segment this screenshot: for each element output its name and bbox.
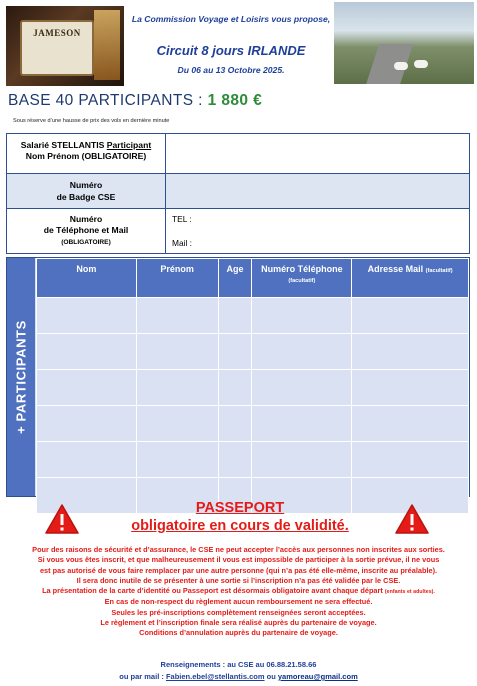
participant-cell[interactable] — [136, 370, 218, 406]
participants-table — [6, 257, 470, 497]
price-note: Sous réserve d’une hausse de prix des vols en dernière minute — [13, 118, 170, 124]
ireland-road-photo — [334, 2, 474, 84]
col-phone-note: (facultatif) — [288, 278, 316, 284]
contact-label — [7, 209, 166, 253]
col-nom-text: Nom — [76, 264, 97, 274]
passport-title: PASSEPORT — [195, 500, 285, 516]
col-header-age — [218, 259, 252, 298]
form-row-contact — [7, 208, 469, 253]
badge-label-a: Numéro — [69, 180, 103, 190]
sheep-shape — [394, 62, 408, 70]
rule-line: est pas autorisé de vous faire remplacer par une autre personne (qui n’a pas été elle-même, inscrite au préalable). — [39, 565, 438, 575]
participant-cell[interactable] — [352, 334, 469, 370]
form-row-badge — [7, 173, 469, 208]
participant-label-a: Salarié STELLANTIS — [20, 140, 107, 150]
registration-form — [6, 133, 470, 254]
badge-label-b: de Badge CSE — [56, 192, 116, 202]
contact-field[interactable] — [166, 209, 469, 253]
email-link-moreau[interactable]: yamoreau@gmail.com — [277, 672, 358, 681]
participant-row — [37, 406, 469, 442]
base-participants-line — [8, 92, 262, 110]
header-dates: Du 06 au 13 Octobre 2025. — [177, 65, 285, 75]
participant-cell[interactable] — [37, 370, 137, 406]
participant-cell[interactable] — [136, 334, 218, 370]
rule-line — [2, 586, 475, 597]
col-email-note: (facultatif) — [425, 268, 453, 274]
participant-cell[interactable] — [252, 334, 352, 370]
mail-between: ou — [264, 672, 278, 681]
rule-line: Conditions d’annulation auprès du partenaire de voyage. — [139, 628, 338, 638]
rules-text — [2, 545, 475, 639]
participant-cell[interactable] — [252, 442, 352, 478]
contact-label-b: de Téléphone et Mail — [43, 225, 129, 235]
participant-row — [37, 370, 469, 406]
contact-label-a: Numéro — [69, 214, 103, 224]
participant-cell[interactable] — [352, 406, 469, 442]
col-prenom-text: Prénom — [160, 264, 194, 274]
participant-cell[interactable] — [352, 442, 469, 478]
header-intro: La Commission Voyage et Loisirs vous propose, — [131, 14, 331, 24]
rule-line: En cas de non-respect du règlement aucun remboursement ne sera effectué. — [104, 597, 373, 607]
participant-cell[interactable] — [352, 370, 469, 406]
participants-header-row — [37, 259, 469, 298]
participant-cell[interactable] — [37, 406, 137, 442]
participant-label-c: Nom Prénom (OBLIGATOIRE) — [25, 151, 147, 161]
warning-icon — [44, 503, 80, 535]
participant-row — [37, 334, 469, 370]
bottle-glow — [94, 10, 120, 80]
participants-side-header — [7, 258, 35, 496]
participant-cell[interactable] — [352, 298, 469, 334]
rule-line-main: La présentation de la carte d’identité ou Passeport est désormais obligatoire avant chaque départ — [42, 586, 383, 596]
col-header-prenom — [136, 259, 218, 298]
base-label: BASE 40 PARTICIPANTS : — [8, 92, 203, 109]
rule-line: Le règlement et l’inscription finale sera réalisé auprès du partenaire de voyage. — [100, 618, 377, 628]
contact-phone: Renseignements : au CSE au 06.88.21.58.66 — [160, 660, 317, 669]
rule-line-small: (enfants et adultes). — [384, 589, 435, 596]
col-age-text: Age — [226, 264, 244, 274]
warning-icon — [394, 503, 430, 535]
participant-cell[interactable] — [218, 370, 252, 406]
rule-line: Si vous vous êtes inscrit, et que malheureusement il vous est impossible de participer à la sortie prévue, il ne vous — [37, 555, 440, 565]
participant-label-b: Participant — [106, 140, 152, 150]
participant-cell[interactable] — [37, 334, 137, 370]
bottle-label-text: JAMESON — [33, 28, 81, 38]
badge-number-field[interactable] — [166, 174, 469, 208]
participant-cell[interactable] — [218, 406, 252, 442]
participants-grid — [36, 258, 469, 514]
participant-cell[interactable] — [252, 298, 352, 334]
col-phone-text: Numéro Téléphone — [261, 264, 343, 274]
rule-line: Pour des raisons de sécurité et d’assurance, le CSE ne peut accepter l’accès aux personnes non inscrites aux sorties. — [32, 545, 445, 554]
form-row-participant — [7, 134, 469, 173]
participant-cell[interactable] — [136, 406, 218, 442]
rule-line: Seules les pré-inscriptions complètement renseignées seront acceptées. — [111, 607, 366, 617]
contact-mail-line — [0, 672, 477, 681]
mail-label: Mail : — [172, 238, 193, 248]
contact-label-c: (OBLIGATOIRE) — [61, 239, 111, 246]
price: 1 880 € — [207, 92, 263, 109]
participant-cell[interactable] — [218, 298, 252, 334]
participant-cell[interactable] — [37, 442, 137, 478]
header-title: Circuit 8 jours IRLANDE — [156, 43, 306, 58]
participant-cell[interactable] — [218, 334, 252, 370]
participant-cell[interactable] — [252, 370, 352, 406]
participants-side-label: + PARTICIPANTS — [13, 320, 29, 434]
participant-cell[interactable] — [252, 406, 352, 442]
participant-cell[interactable] — [136, 298, 218, 334]
bottle-label — [20, 20, 94, 76]
participant-label — [7, 134, 166, 173]
tel-label: TEL : — [172, 214, 192, 224]
col-email-text: Adresse Mail — [367, 264, 424, 274]
col-header-nom — [37, 259, 137, 298]
passport-subtitle: obligatoire en cours de validité. — [131, 518, 349, 534]
whiskey-photo — [6, 6, 124, 86]
sheep-shape — [414, 60, 428, 68]
col-header-email — [352, 259, 469, 298]
badge-label — [7, 174, 166, 208]
rule-line: Il sera donc inutile de se présenter à une sortie si l’inscription n’a pas été validée par le CSE. — [76, 575, 401, 585]
participant-cell[interactable] — [218, 442, 252, 478]
participant-row — [37, 442, 469, 478]
participant-cell[interactable] — [136, 442, 218, 478]
participant-cell[interactable] — [37, 298, 137, 334]
col-header-phone — [252, 259, 352, 298]
mail-prefix: ou par mail : — [119, 672, 166, 681]
email-link-cse[interactable]: Fabien.ebel@stellantis.com — [165, 672, 265, 681]
participant-name-field[interactable] — [166, 134, 469, 173]
participant-row — [37, 298, 469, 334]
